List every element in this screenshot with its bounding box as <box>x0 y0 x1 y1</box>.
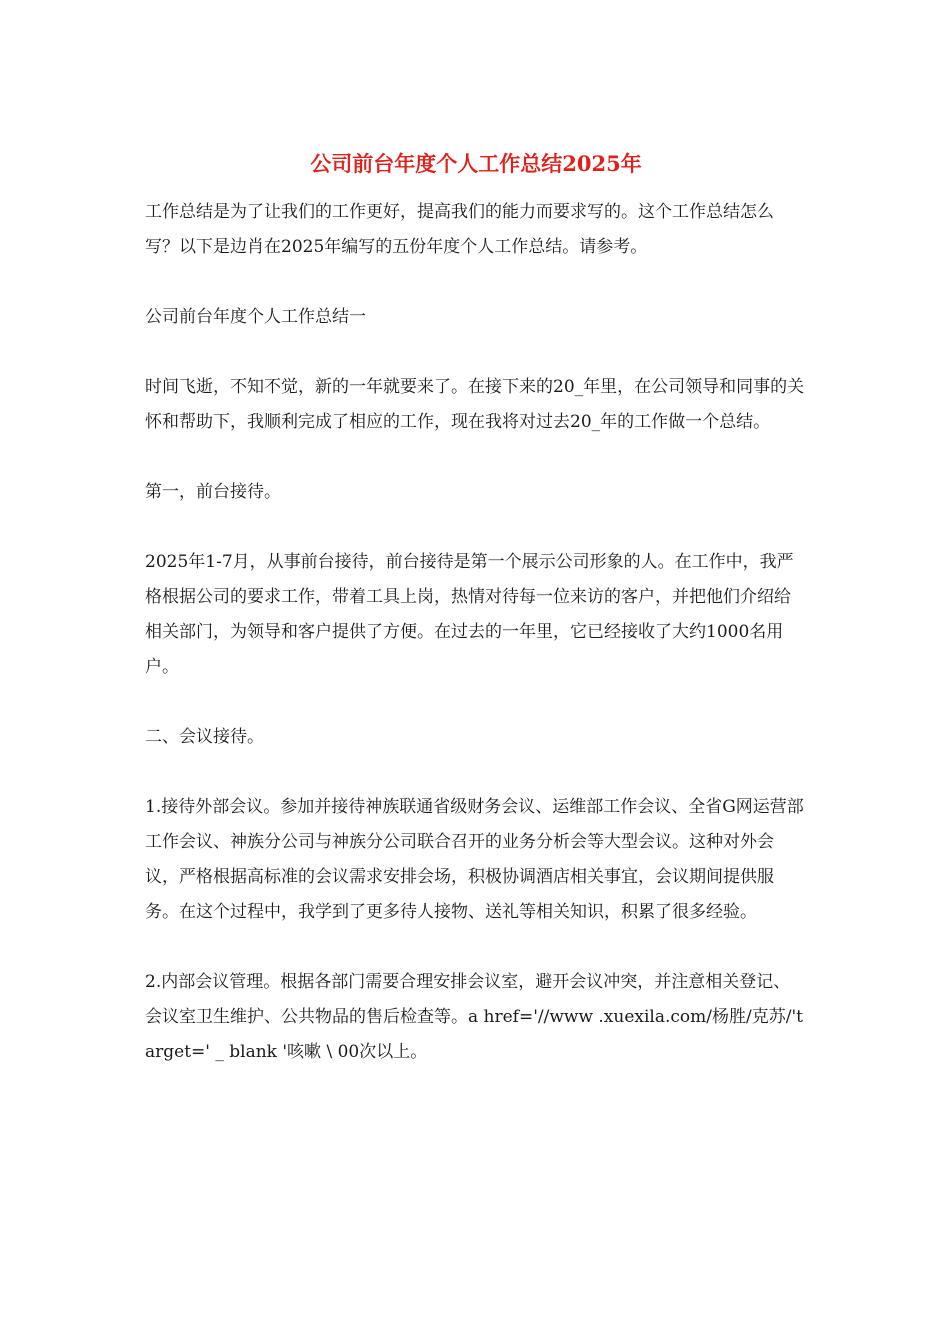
opening-paragraph: 时间飞逝，不知不觉，新的一年就要来了。在接下来的20_年里，在公司领导和同事的关怀和帮助下，我顺利完成了相应的工作，现在我将对过去20_年的工作做一个总结。 <box>145 377 805 432</box>
heading-front-desk-reception: 第一，前台接待。 <box>145 482 281 502</box>
front-desk-paragraph: 2025年1-7月，从事前台接待，前台接待是第一个展示公司形象的人。在工作中，我严格根据公司的要求工作，带着工具上岗，热情对待每一位来访的客户，并把他们介绍给相关部门，为领导和客户提供了方便。在过去的一年里，它已经接收了大约1000名用户。 <box>145 552 794 677</box>
internal-meetings-paragraph: 2.内部会议管理。根据各部门需要合理安排会议室，避开会议冲突，并注意相关登记、会议室卫生维护、公共物品的售后检查等。a href='//www .xuexila.com/杨胜/克苏/'target=' _ blank '咳嗽 \ 00次以上。 <box>145 972 803 1062</box>
document-body <box>145 147 807 1105</box>
intro-paragraph: 工作总结是为了让我们的工作更好，提高我们的能力而要求写的。这个工作总结怎么写？以下是边肖在2025年编写的五份年度个人工作总结。请参考。 <box>145 202 774 257</box>
section-heading-summary-one: 公司前台年度个人工作总结一 <box>145 307 366 327</box>
external-meetings-paragraph: 1.接待外部会议。参加并接待神族联通省级财务会议、运维部工作会议、全省G网运营部工作会议、神族分公司与神族分公司联合召开的业务分析会等大型会议。这种对外会议，严格根据高标准的会议需求安排会场，积极协调酒店相关事宜，会议期间提供服务。在这个过程中，我学到了更多待人接物、送礼等相关知识，积累了很多经验。 <box>145 797 804 922</box>
document-title: 公司前台年度个人工作总结2025年 <box>310 151 642 176</box>
heading-meeting-reception: 二、会议接待。 <box>145 727 264 747</box>
